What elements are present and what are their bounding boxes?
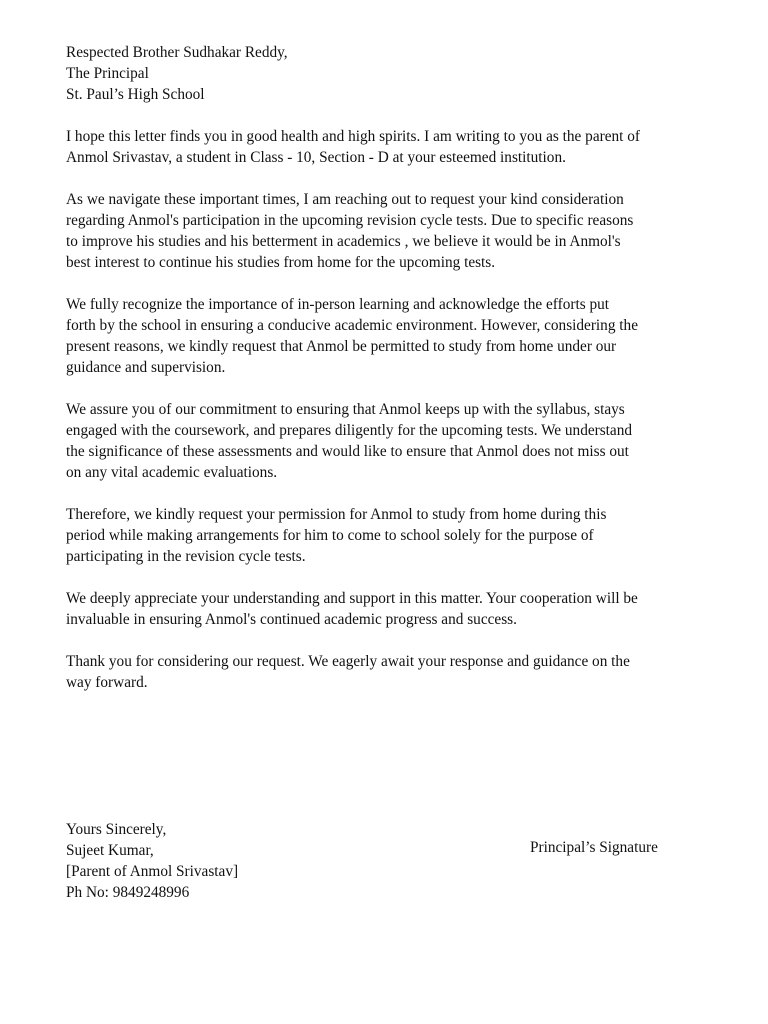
signature-space <box>66 714 706 819</box>
valediction: Yours Sincerely, <box>66 821 167 838</box>
paragraph-line: invaluable in ensuring Anmol's continued academic progress and success. <box>66 611 517 628</box>
paragraph-line: Anmol Srivastav, a student in Class - 10, Section - D at your esteemed institution. <box>66 149 566 166</box>
paragraph-line: Thank you for considering our request. We eagerly await your response and guidance on the <box>66 653 630 670</box>
sender-role: [Parent of Anmol Srivastav] <box>66 863 239 880</box>
sender-phone: Ph No: 9849248996 <box>66 884 190 901</box>
paragraph-line: present reasons, we kindly request that Anmol be permitted to study from home under our <box>66 338 617 355</box>
paragraph-line: We fully recognize the importance of in-person learning and acknowledge the efforts put <box>66 296 610 313</box>
paragraph-permission <box>66 504 706 567</box>
paragraph-request <box>66 189 706 273</box>
paragraph-line: period while making arrangements for him to come to school solely for the purpose of <box>66 527 594 544</box>
paragraph-intro <box>66 126 706 168</box>
sender-name: Sujeet Kumar, <box>66 842 154 859</box>
paragraph-thanks <box>66 651 706 693</box>
paragraph-line: forth by the school in ensuring a conducive academic environment. However, considering the <box>66 317 638 334</box>
paragraph-line: way forward. <box>66 674 148 691</box>
paragraph-line: As we navigate these important times, I am reaching out to request your kind consideration <box>66 191 624 208</box>
paragraph-line: Therefore, we kindly request your permission for Anmol to study from home during this <box>66 506 607 523</box>
paragraph-line: to improve his studies and his betterment in academics , we believe it would be in Anmol's <box>66 233 621 250</box>
paragraph-line: We deeply appreciate your understanding and support in this matter. Your cooperation will be <box>66 590 638 607</box>
paragraph-appreciation <box>66 588 706 630</box>
paragraph-recognition <box>66 294 706 378</box>
paragraph-line: engaged with the coursework, and prepares diligently for the upcoming tests. We understand <box>66 422 633 439</box>
recipient-title: The Principal <box>66 65 149 82</box>
paragraph-line: best interest to continue his studies from home for the upcoming tests. <box>66 254 496 271</box>
paragraph-line: the significance of these assessments and would like to ensure that Anmol does not miss out <box>66 443 629 460</box>
paragraph-line: We assure you of our commitment to ensuring that Anmol keeps up with the syllabus, stays <box>66 401 625 418</box>
recipient-school: St. Paul’s High School <box>66 86 205 103</box>
letter-body <box>66 42 706 903</box>
recipient-address <box>66 42 706 105</box>
paragraph-line: guidance and supervision. <box>66 359 226 376</box>
principal-signature-label: Principal’s Signature <box>530 839 658 856</box>
paragraph-line: participating in the revision cycle tests. <box>66 548 306 565</box>
recipient-salutation: Respected Brother Sudhakar Reddy, <box>66 44 288 61</box>
paragraph-line: regarding Anmol's participation in the upcoming revision cycle tests. Due to specific reasons <box>66 212 634 229</box>
closing-block <box>66 819 706 903</box>
paragraph-line: I hope this letter finds you in good health and high spirits. I am writing to you as the parent of <box>66 128 640 145</box>
paragraph-assurance <box>66 399 706 483</box>
paragraph-line: on any vital academic evaluations. <box>66 464 278 481</box>
